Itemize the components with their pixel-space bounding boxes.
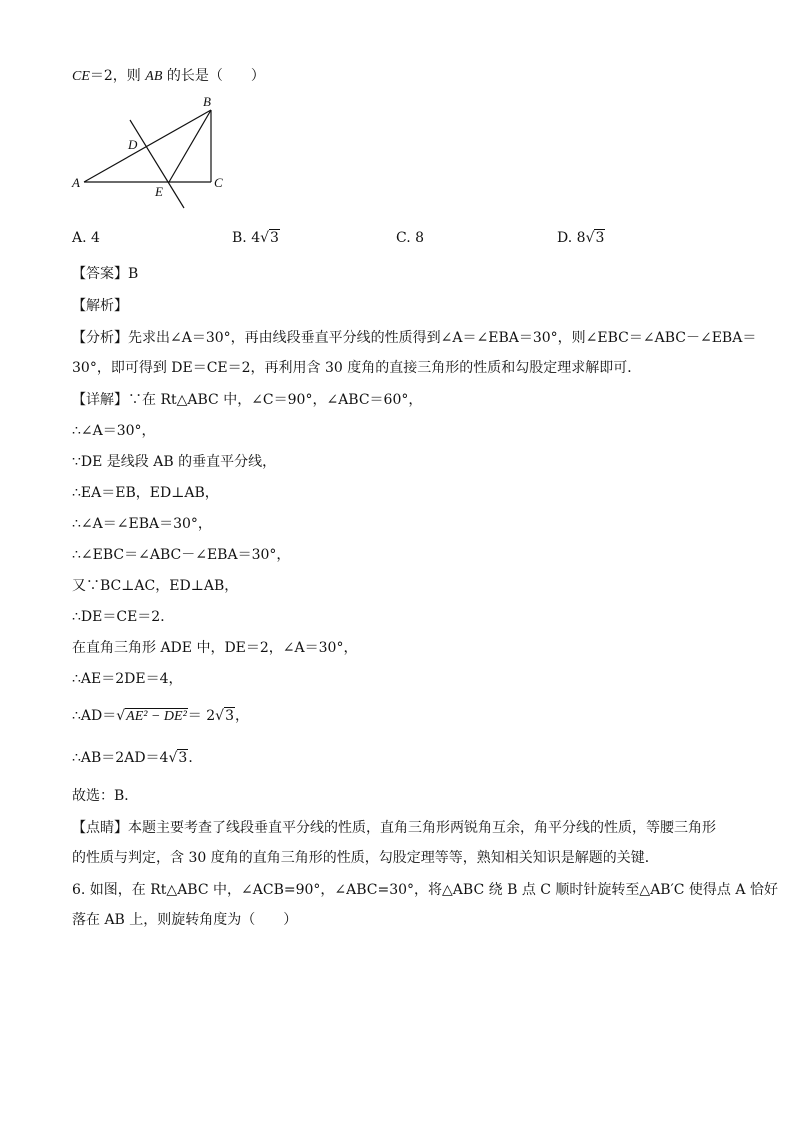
option-c[interactable]: C. 8 [396, 230, 425, 246]
option-d[interactable]: D. 8√3 [557, 230, 605, 246]
detail-line-5: ∴∠A＝∠EBA＝30°， [72, 516, 212, 532]
detail-line-2: ∴∠A＝30°， [72, 423, 156, 439]
detail-line-6: ∴∠EBC＝∠ABC－∠EBA＝30°， [72, 547, 291, 563]
option-a[interactable]: A. 4 [72, 230, 100, 246]
fenxi-line-2: 30°，即可得到 DE＝CE＝2，再利用含 30 度角的直接三角形的性质和勾股定理求解即可． [72, 360, 642, 376]
triangle-figure [66, 92, 236, 217]
segment-ab [84, 110, 211, 182]
fenxi-line-1: 【分析】先求出∠A＝30°，再由线段垂直平分线的性质得到∠A＝∠EBA＝30°，则∠EBC＝∠ABC－∠EBA＝ [72, 330, 757, 346]
option-b[interactable]: B. 4√3 [232, 230, 279, 246]
sqrt-symbol: √3 [585, 230, 605, 246]
sqrt-symbol: √3 [215, 708, 234, 724]
choose-line: 故选：B． [72, 788, 139, 804]
sqrt-symbol: √3 [168, 750, 188, 766]
detail-line-1: 【详解】∵在 Rt△ABC 中，∠C＝90°，∠ABC＝60°， [72, 392, 423, 408]
question-tail: CE＝2，则 AB 的长是（ ） [72, 68, 265, 84]
sqrt-symbol: √3 [260, 230, 279, 246]
detail-line-9: 在直角三角形 ADE 中，DE＝2，∠A＝30°， [72, 640, 358, 656]
detail-line-10: ∴AE＝2DE＝4， [72, 671, 183, 687]
analysis-label: 【解析】 [72, 298, 128, 314]
label-b: B [203, 94, 211, 109]
comment-line-2: 的性质与判定，含 30 度角的直角三角形的性质，勾股定理等等，熟知相关知识是解题的关键． [72, 850, 659, 866]
label-c: C [214, 175, 223, 190]
question-6-line-1: 6. 如图，在 Rt△ABC 中，∠ACB=90°，∠ABC=30°，将△ABC 绕 B 点 C 顺时针旋转至△AB′C 使得点 A 恰好 [72, 882, 778, 898]
detail-line-4: ∴EA＝EB，ED⊥AB， [72, 485, 219, 501]
segment-be [169, 110, 211, 182]
detail-line-8: ∴DE＝CE＝2． [72, 609, 175, 625]
detail-line-7: 又∵BC⊥AC，ED⊥AB， [72, 578, 239, 594]
detail-ad-line: ∴AD＝√AE² − DE²＝ 2√3， [72, 708, 249, 724]
label-d: D [128, 137, 138, 152]
comment-line-1: 【点睛】本题主要考查了线段垂直平分线的性质，直角三角形两锐角互余，角平分线的性质，等腰三角形 [72, 820, 716, 836]
label-a: A [72, 175, 80, 190]
label-e: E [155, 184, 163, 199]
answer-line: 【答案】B [72, 266, 139, 282]
detail-ab-line: ∴AB＝2AD＝4√3． [72, 750, 203, 766]
question-6-line-2: 落在 AB 上，则旋转角度为（ ） [72, 912, 298, 928]
sqrt-symbol: √AE² − DE² [116, 708, 187, 724]
detail-line-3: ∵DE 是线段 AB 的垂直平分线， [72, 454, 277, 470]
